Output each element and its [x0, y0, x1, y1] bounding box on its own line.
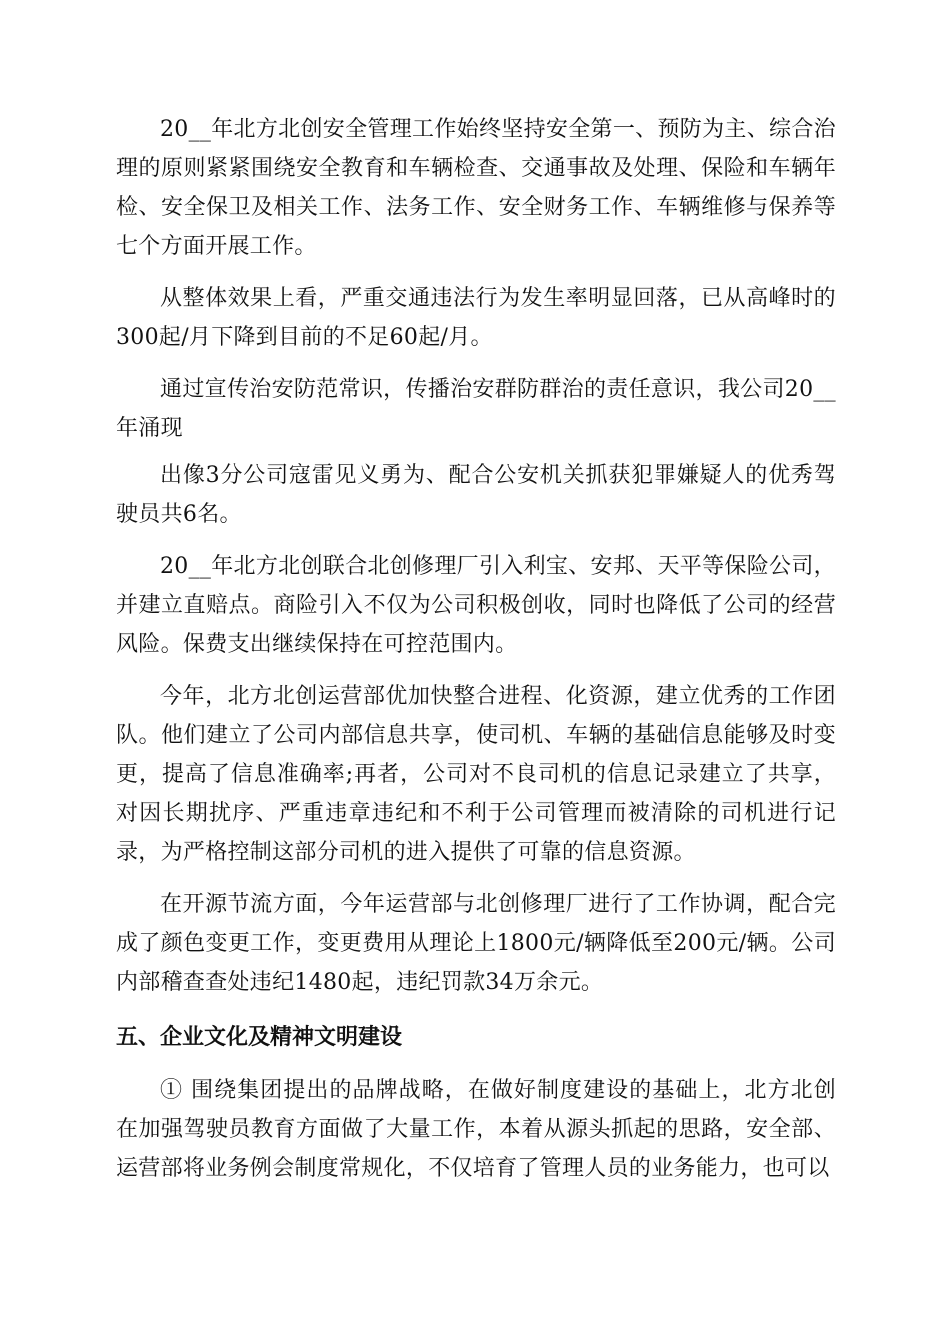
section-heading: 五、企业文化及精神文明建设 — [116, 1025, 403, 1050]
paragraph-safety-management: 20__年北方北创安全管理工作始终坚持安全第一、预防为主、综合治理的原则紧紧围绕安全教育和车辆检查、交通事故及处理、保险和车辆年检、安全保卫及相关工作、法务工作、安全财务工作、车辆维修与保养等七个方面开展工作。 — [116, 117, 836, 259]
paragraph-outstanding-drivers: 出像3分公司寇雷见义勇为、配合公安机关抓获犯罪嫌疑人的优秀驾驶员共6名。 — [116, 463, 836, 527]
paragraph-overall-effect: 从整体效果上看，严重交通违法行为发生率明显回落，已从高峰时的300起/月下降到目前的不足60起/月。 — [116, 286, 836, 350]
paragraph-operations: 今年，北方北创运营部优加快整合进程、化资源，建立优秀的工作团队。他们建立了公司内部信息共享，使司机、车辆的基础信息能够及时变更，提高了信息准确率;再者，公司对不良司机的信息记录建立了共享，对因长期扰序、严重违章违纪和不利于公司管理而被清除的司机进行记录，为严格控制这部分司机的进入提供了可靠的信息资源。 — [116, 684, 836, 865]
paragraph-insurance: 20__年北方北创联合北创修理厂引入利宝、安邦、天平等保险公司，并建立直赔点。商险引入不仅为公司积极创收，同时也降低了公司的经营风险。保费支出继续保持在可控范围内。 — [116, 554, 836, 657]
paragraph-cost-saving: 在开源节流方面，今年运营部与北创修理厂进行了工作协调，配合完成了颜色变更工作，变更费用从理论上1800元/辆降低至200元/辆。公司内部稽查查处违纪1480起，违纪罚款34万余元。 — [116, 892, 836, 995]
paragraph-public-security: 通过宣传治安防范常识，传播治安群防群治的责任意识，我公司20__年涌现 — [116, 377, 836, 441]
document-page — [116, 110, 836, 1201]
paragraph-brand-strategy: ① 围绕集团提出的品牌战略，在做好制度建设的基础上，北方北创在加强驾驶员教育方面做了大量工作，本着从源头抓起的思路，安全部、运营部将业务例会制度常规化，不仅培育了管理人员的业务能力，也可以 — [116, 1078, 836, 1181]
